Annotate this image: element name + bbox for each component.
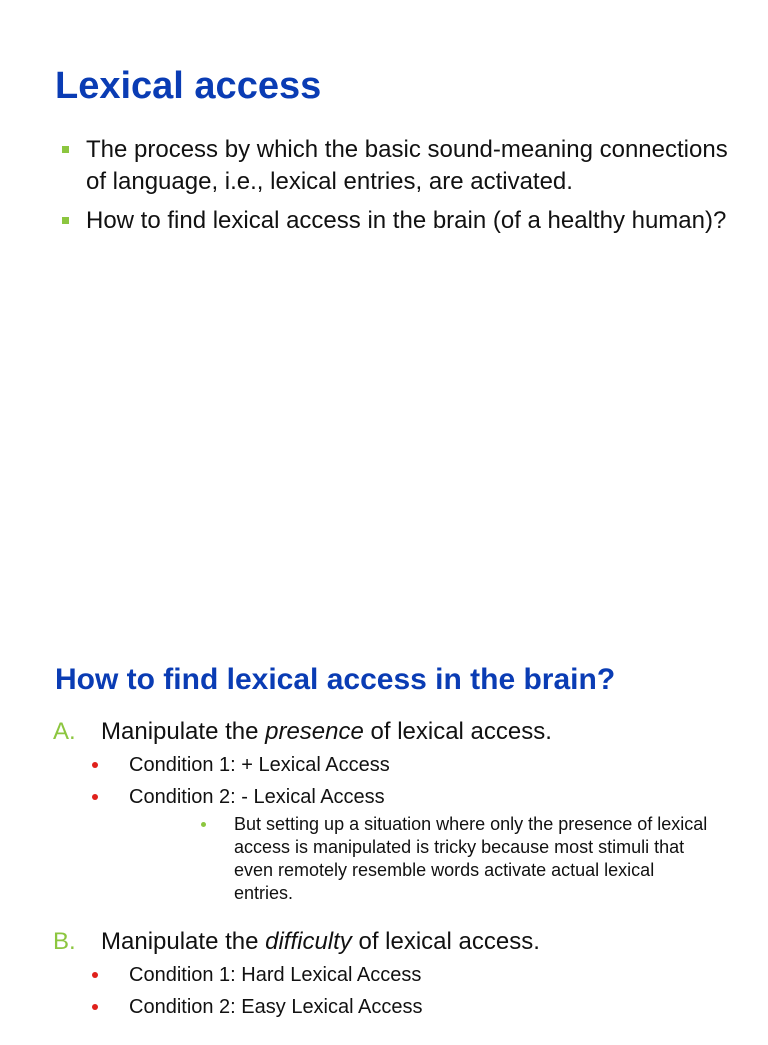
emphasis-text: difficulty xyxy=(265,928,352,955)
red-dot-bullet-icon xyxy=(92,972,98,978)
condition-text: Condition 2: Easy Lexical Access xyxy=(129,996,423,1018)
bullet-list xyxy=(55,134,745,244)
note-list xyxy=(129,813,753,905)
list-letter: A. xyxy=(53,718,76,745)
lettered-list xyxy=(53,717,753,1045)
condition-item xyxy=(53,781,753,905)
red-dot-bullet-icon xyxy=(92,794,98,800)
condition-text: Condition 1: Hard Lexical Access xyxy=(129,964,422,986)
emphasis-text: presence xyxy=(265,718,364,745)
bullet-text: The process by which the basic sound-meaning connections of language, i.e., lexical entries, are activated. xyxy=(86,136,728,195)
slide-lexical-access xyxy=(0,0,768,512)
square-bullet-icon xyxy=(62,146,69,153)
heading-text: of lexical access. xyxy=(363,718,552,745)
red-dot-bullet-icon xyxy=(92,762,98,768)
condition-text: Condition 1: + Lexical Access xyxy=(129,754,390,776)
condition-item xyxy=(53,991,753,1023)
list-item-heading xyxy=(53,717,753,747)
green-dot-bullet-icon xyxy=(201,822,206,827)
heading-text: of lexical access. xyxy=(351,928,540,955)
slide-title: Lexical access xyxy=(55,65,322,107)
condition-item xyxy=(53,959,753,991)
list-item-heading xyxy=(53,927,753,957)
heading-text: Manipulate the xyxy=(101,718,266,745)
slide-find-lexical-access xyxy=(0,512,768,1024)
list-item xyxy=(53,717,753,905)
list-letter: B. xyxy=(53,928,76,955)
note-item xyxy=(129,813,753,905)
condition-item xyxy=(53,749,753,781)
list-item xyxy=(53,927,753,1023)
condition-list xyxy=(53,959,753,1023)
heading-text: Manipulate the xyxy=(101,928,266,955)
list-item xyxy=(55,205,745,237)
square-bullet-icon xyxy=(62,217,69,224)
red-dot-bullet-icon xyxy=(92,1004,98,1010)
list-item xyxy=(55,134,745,198)
note-text: But setting up a situation where only the presence of lexical access is manipulated is tricky because most stimuli that even remotely resemble words activate actual lexical entries. xyxy=(234,814,708,903)
slide-title: How to find lexical access in the brain? xyxy=(55,663,616,696)
condition-text: Condition 2: - Lexical Access xyxy=(129,786,385,808)
bullet-text: How to find lexical access in the brain (of a healthy human)? xyxy=(86,207,727,234)
condition-list xyxy=(53,749,753,905)
